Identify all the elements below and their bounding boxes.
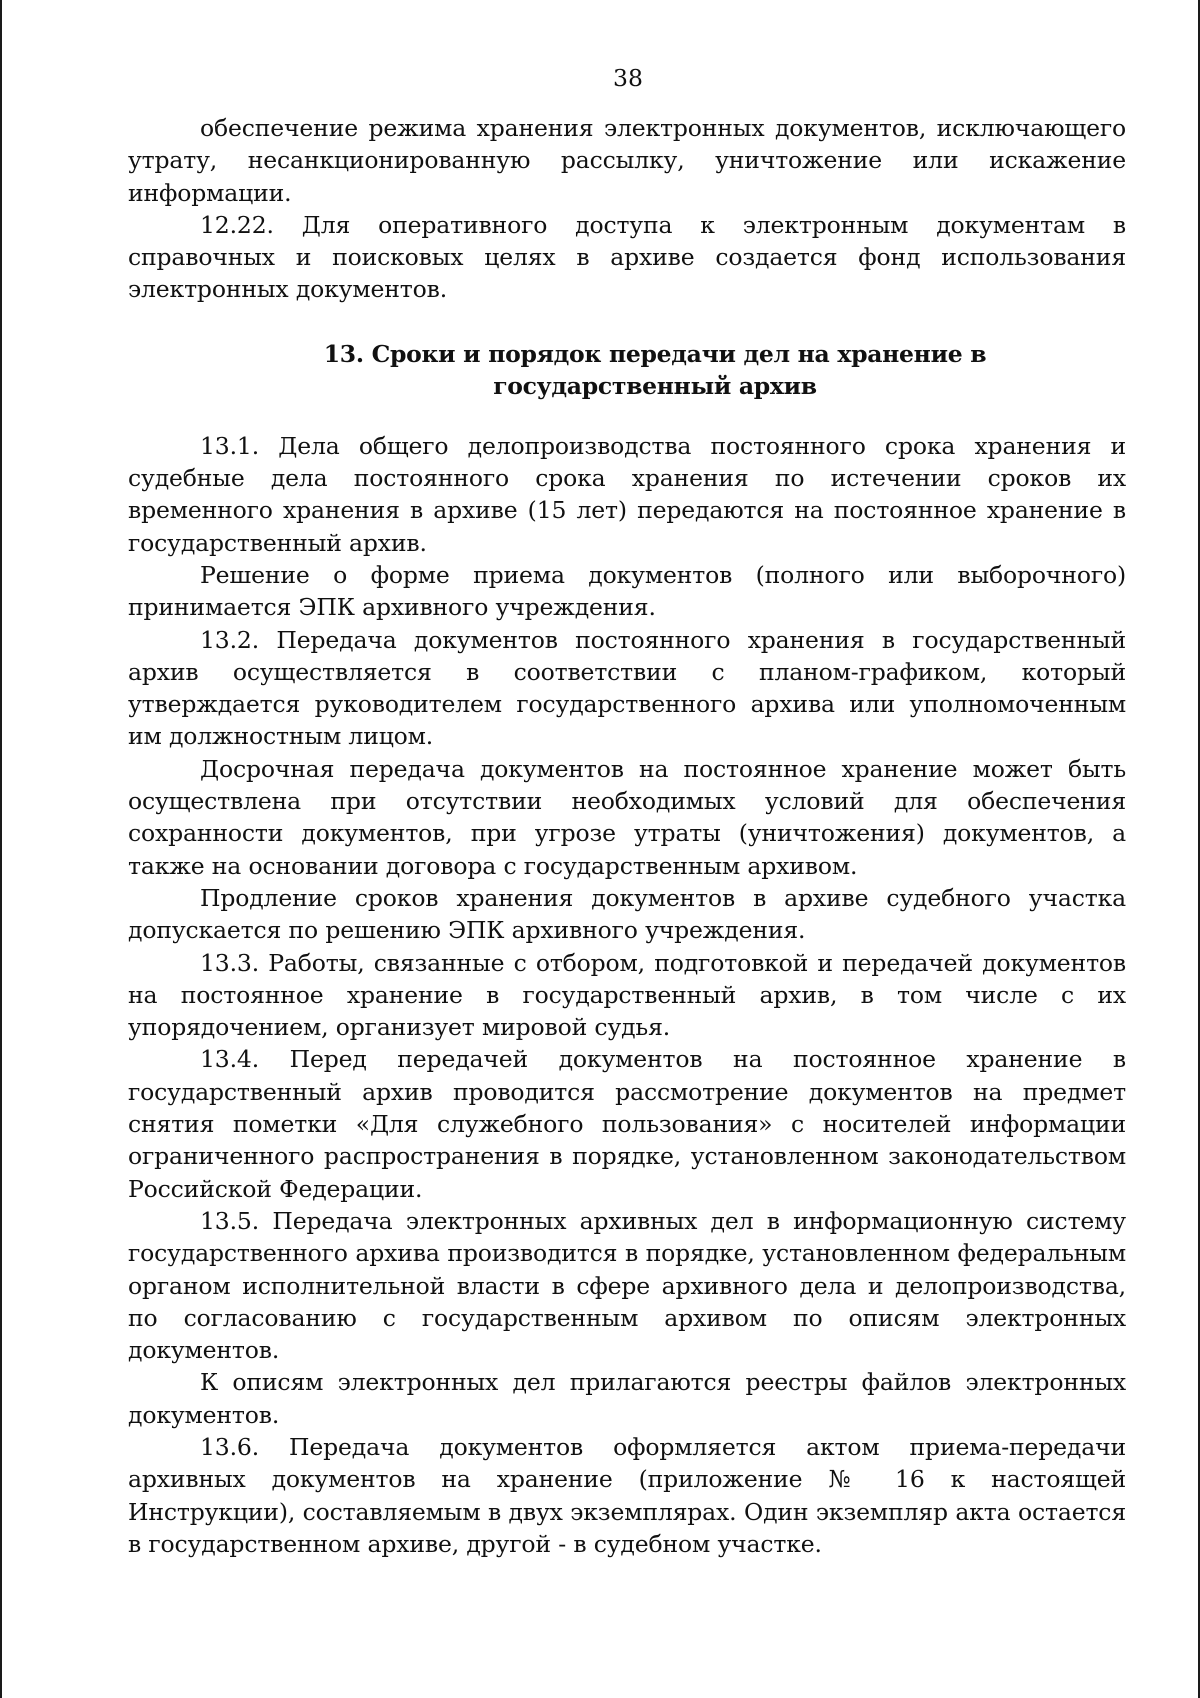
- paragraph-acceptance-form: Решение о форме приема документов (полного или выборочного) принимается ЭПК архивного учреждения.: [128, 560, 1126, 622]
- paragraph-intro-1: обеспечение режима хранения электронных документов, исключающего утрату, несанкционированную рассылку, уничтожение или искажение информации.: [128, 114, 1126, 207]
- document-page: [128, 62, 1126, 1560]
- paragraph-13-2: 13.2. Передача документов постоянного хранения в государственный архив осуществляется в соответствии с планом-графиком, который утверждается руководителем государственного архива или уполномоченным им должностным лицом.: [128, 625, 1126, 751]
- section-heading: 13. Сроки и порядок передачи дел на хранение в государственный архив: [323, 339, 987, 400]
- paragraph-13-3: 13.3. Работы, связанные с отбором, подготовкой и передачей документов на постоянное хранение в государственный архив, в том числе с их упорядочением, организует мировой судья.: [128, 948, 1126, 1042]
- paragraph-early-transfer: Досрочная передача документов на постоянное хранение может быть осуществлена при отсутствии необходимых условий для обеспечения сохранности документов, при угрозе утраты (уничтожения) документов, а также на основании договора с государственным архивом.: [128, 754, 1126, 880]
- paragraph-13-1: 13.1. Дела общего делопроизводства постоянного срока хранения и судебные дела постоянного срока хранения по истечении сроков их временного хранения в архиве (15 лет) передаются на постоянное хранение в государственный архив.: [128, 431, 1126, 557]
- paragraph-file-registers: К описям электронных дел прилагаются реестры файлов электронных документов.: [128, 1368, 1126, 1429]
- paragraph-13-5: 13.5. Передача электронных архивных дел в информационную систему государственного архива производится в порядке, установленном федеральным органом исполнительной власти в сфере архивного дела и делопроизводства, по согласованию с государственным архивом по описям электронных документов.: [128, 1206, 1126, 1365]
- paragraph-13-4: 13.4. Перед передачей документов на постоянное хранение в государственный архив проводится рассмотрение документов на предмет снятия пометки «Для служебного пользования» с носителей информации ограниченного распространения в порядке, установленном законодательством Российской Федерации.: [128, 1045, 1126, 1203]
- page-number: 38: [613, 64, 643, 92]
- paragraph-12-22: 12.22. Для оперативного доступа к электронным документам в справочных и поисковых целях в архиве создается фонд использования электронных документов.: [128, 210, 1126, 304]
- paragraph-13-6: 13.6. Передача документов оформляется актом приема-передачи архивных документов на хранение (приложение № 16 к настоящей Инструкции), составляемым в двух экземплярах. Один экземпляр акта остается в государственном архиве, другой - в судебном участке.: [128, 1432, 1126, 1558]
- scan-border-left: [0, 0, 2, 1698]
- paragraph-storage-extension: Продление сроков хранения документов в архиве судебного участка допускается по решению ЭПК архивного учреждения.: [128, 883, 1126, 945]
